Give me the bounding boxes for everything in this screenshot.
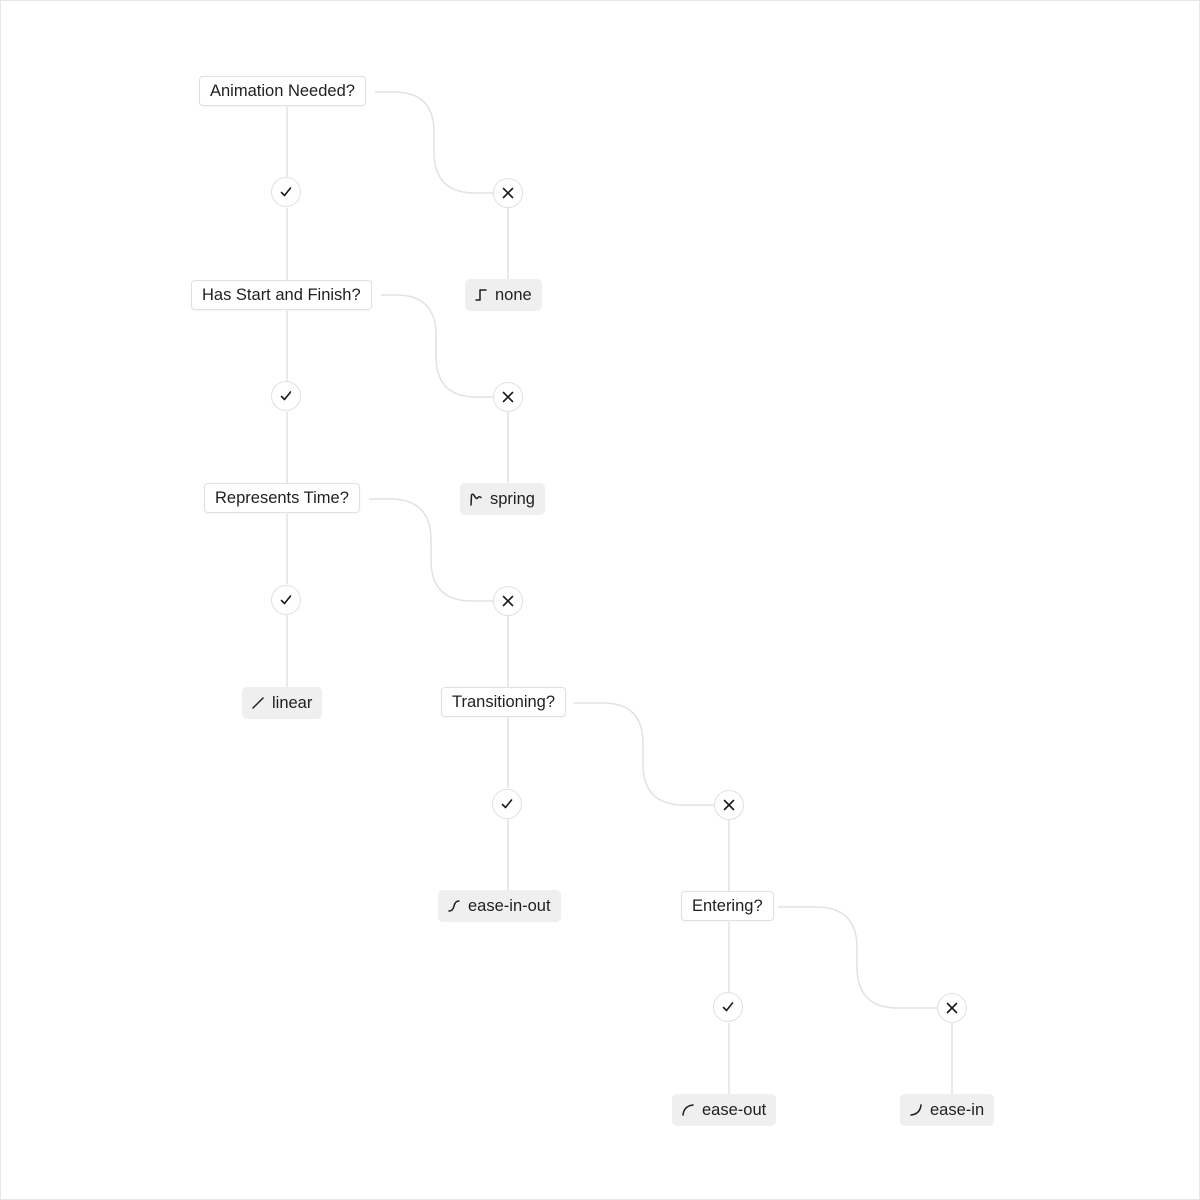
question-animation-needed: Animation Needed? <box>199 76 366 106</box>
yes-node <box>271 585 301 615</box>
result-ease-in <box>900 1094 994 1126</box>
result-ease-in-out <box>438 890 561 922</box>
question-has-start-and-finish: Has Start and Finish? <box>191 280 372 310</box>
result-label: ease-in-out <box>468 897 551 915</box>
cross-icon <box>945 1001 959 1015</box>
no-node <box>493 178 523 208</box>
question-entering: Entering? <box>681 891 774 921</box>
question-represents-time: Represents Time? <box>204 483 360 513</box>
result-ease-out <box>672 1094 776 1126</box>
check-icon <box>279 389 293 403</box>
cross-icon <box>722 798 736 812</box>
connector <box>574 703 714 805</box>
yes-node <box>271 177 301 207</box>
linear-curve-icon <box>250 695 266 711</box>
yes-node <box>492 789 522 819</box>
no-node <box>493 382 523 412</box>
ease-out-curve-icon <box>680 1102 696 1118</box>
check-icon <box>500 797 514 811</box>
result-label: spring <box>490 490 535 508</box>
question-transitioning: Transitioning? <box>441 687 566 717</box>
cross-icon <box>501 390 515 404</box>
step-curve-icon <box>473 287 489 303</box>
ease-in-curve-icon <box>908 1102 924 1118</box>
result-label: ease-out <box>702 1101 767 1119</box>
result-label: none <box>495 286 532 304</box>
connector <box>375 92 493 193</box>
yes-node <box>271 381 301 411</box>
result-none <box>465 279 542 311</box>
no-node <box>937 993 967 1023</box>
no-node <box>493 586 523 616</box>
result-linear <box>242 687 322 719</box>
check-icon <box>721 1000 735 1014</box>
connector <box>778 907 937 1008</box>
cross-icon <box>501 186 515 200</box>
result-label: linear <box>272 694 313 712</box>
no-node <box>714 790 744 820</box>
check-icon <box>279 185 293 199</box>
yes-node <box>713 992 743 1022</box>
result-spring <box>460 483 545 515</box>
spring-curve-icon <box>468 491 484 507</box>
cross-icon <box>501 594 515 608</box>
result-label: ease-in <box>930 1101 985 1119</box>
check-icon <box>279 593 293 607</box>
ease-in-out-curve-icon <box>446 898 462 914</box>
